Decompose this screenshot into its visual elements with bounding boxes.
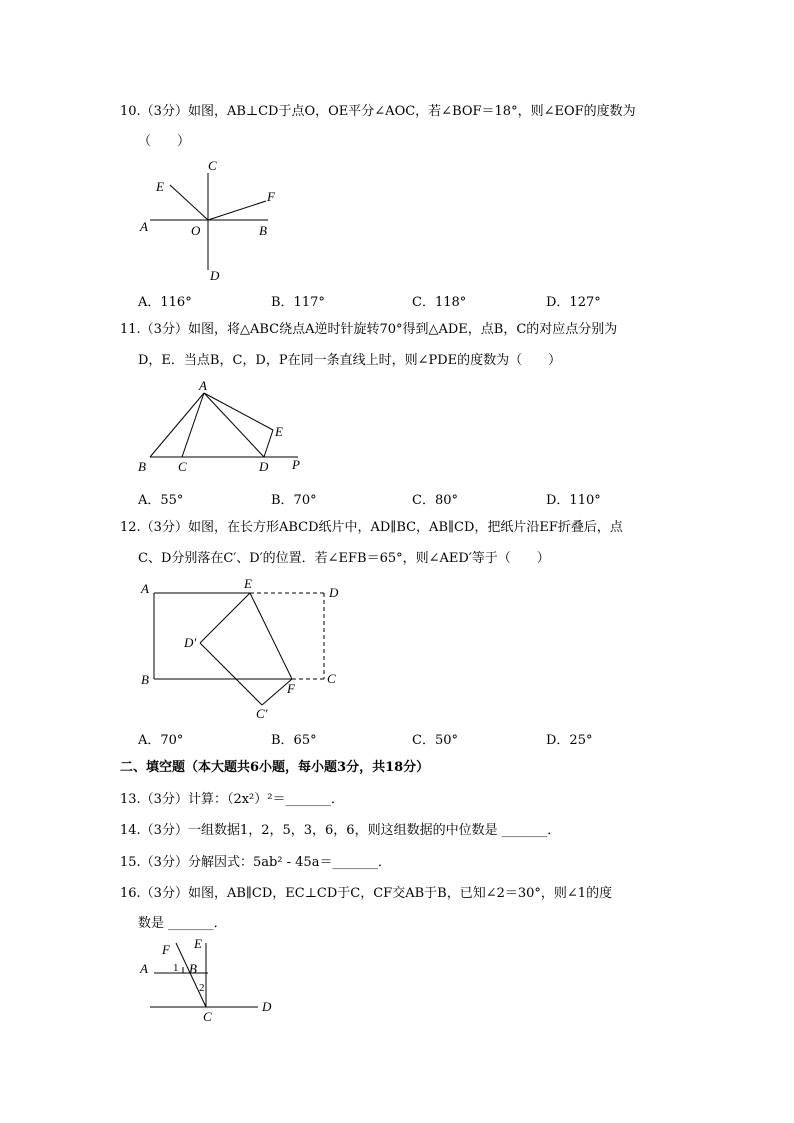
q11-label-d: D <box>259 459 269 474</box>
q15-line: 15.（3分）分解因式：5ab² - 45a＝_______． <box>120 855 391 870</box>
q12-label-a: A <box>141 581 149 596</box>
q11-figure <box>130 380 310 480</box>
q10-figure <box>130 155 290 285</box>
q12-label-c: C <box>327 671 336 686</box>
q16-figure <box>130 935 280 1025</box>
q10-option-d[interactable]: D．127° <box>546 295 601 310</box>
q11-option-c[interactable]: C．80° <box>412 493 458 508</box>
q11-label-b: B <box>138 459 146 474</box>
q16-label-f: F <box>162 942 170 957</box>
q10-option-b[interactable]: B．117° <box>271 295 325 310</box>
q16-label-d: D <box>262 999 272 1014</box>
q11-line1: 11.（3分）如图，将△ABC绕点A逆时针旋转70°得到△ADE，点B，C的对应点分别为 <box>120 322 618 337</box>
q16-label-angle-1: 1 <box>173 962 179 974</box>
q16-label-angle-2: 2 <box>199 982 205 994</box>
q12-label-d: D <box>329 585 339 600</box>
section-title-fill-in: 二、填空题（本大题共6小题，每小题3分，共18分） <box>120 760 430 775</box>
q12-option-c[interactable]: C．50° <box>412 733 458 748</box>
q10-option-a[interactable]: A．116° <box>138 295 192 310</box>
q11-option-b[interactable]: B．70° <box>271 493 317 508</box>
q14-line: 14.（3分）一组数据1，2，5，3，6，6，则这组数据的中位数是 _______． <box>120 823 561 838</box>
q10-label-c: C <box>208 158 217 173</box>
q12-option-a[interactable]: A．70° <box>138 733 184 748</box>
q10-label-o: O <box>191 223 201 238</box>
q10-label-d: D <box>210 268 220 283</box>
q11-label-c: C <box>178 459 187 474</box>
q12-label-e: E <box>244 576 252 591</box>
q11-option-a[interactable]: A．55° <box>138 493 184 508</box>
q11-line2: D，E．当点B，C，D，P在同一条直线上时，则∠PDE的度数为（ ） <box>138 353 562 368</box>
q10-label-a: A <box>140 219 148 234</box>
q11-label-a: A <box>199 378 207 393</box>
q16-label-b: B <box>189 961 197 976</box>
q10-label-f: F <box>267 189 275 204</box>
q12-line1: 12.（3分）如图，在长方形ABCD纸片中，AD∥BC，AB∥CD，把纸片沿EF折叠后，点 <box>120 520 623 535</box>
q12-label-b: B <box>141 672 149 687</box>
q12-label-c-prime: C′ <box>256 706 268 721</box>
q10-option-c[interactable]: C．118° <box>412 295 467 310</box>
q16-label-a: A <box>140 961 148 976</box>
q11-label-p: P <box>292 457 300 472</box>
q11-option-d[interactable]: D．110° <box>546 493 601 508</box>
q11-label-e: E <box>275 424 283 439</box>
q10-label-b: B <box>259 223 267 238</box>
q16-label-e: E <box>194 936 202 951</box>
q16-line1: 16.（3分）如图，AB∥CD，EC⊥CD于C，CF交AB于B，已知∠2＝30°，则∠1的度 <box>120 886 613 901</box>
q16-label-c: C <box>203 1009 212 1024</box>
q12-label-f: F <box>287 681 295 696</box>
q12-label-d-prime: D′ <box>184 635 197 650</box>
q13-line: 13.（3分）计算：（2x²）²＝_______． <box>120 792 344 807</box>
q10-line1: 10.（3分）如图，AB⊥CD于点O，OE平分∠AOC，若∠BOF＝18°，则∠EOF的度数为 <box>120 104 636 119</box>
q12-option-b[interactable]: B．65° <box>271 733 317 748</box>
q12-line2: C、D分别落在C′、D′的位置．若∠EFB＝65°，则∠AED′等于（ ） <box>138 551 550 566</box>
q12-figure <box>130 575 360 725</box>
q10-label-e: E <box>156 179 164 194</box>
q16-line2: 数是 _______． <box>138 916 227 931</box>
q10-line2: （ ） <box>138 134 191 149</box>
q12-option-d[interactable]: D．25° <box>546 733 593 748</box>
